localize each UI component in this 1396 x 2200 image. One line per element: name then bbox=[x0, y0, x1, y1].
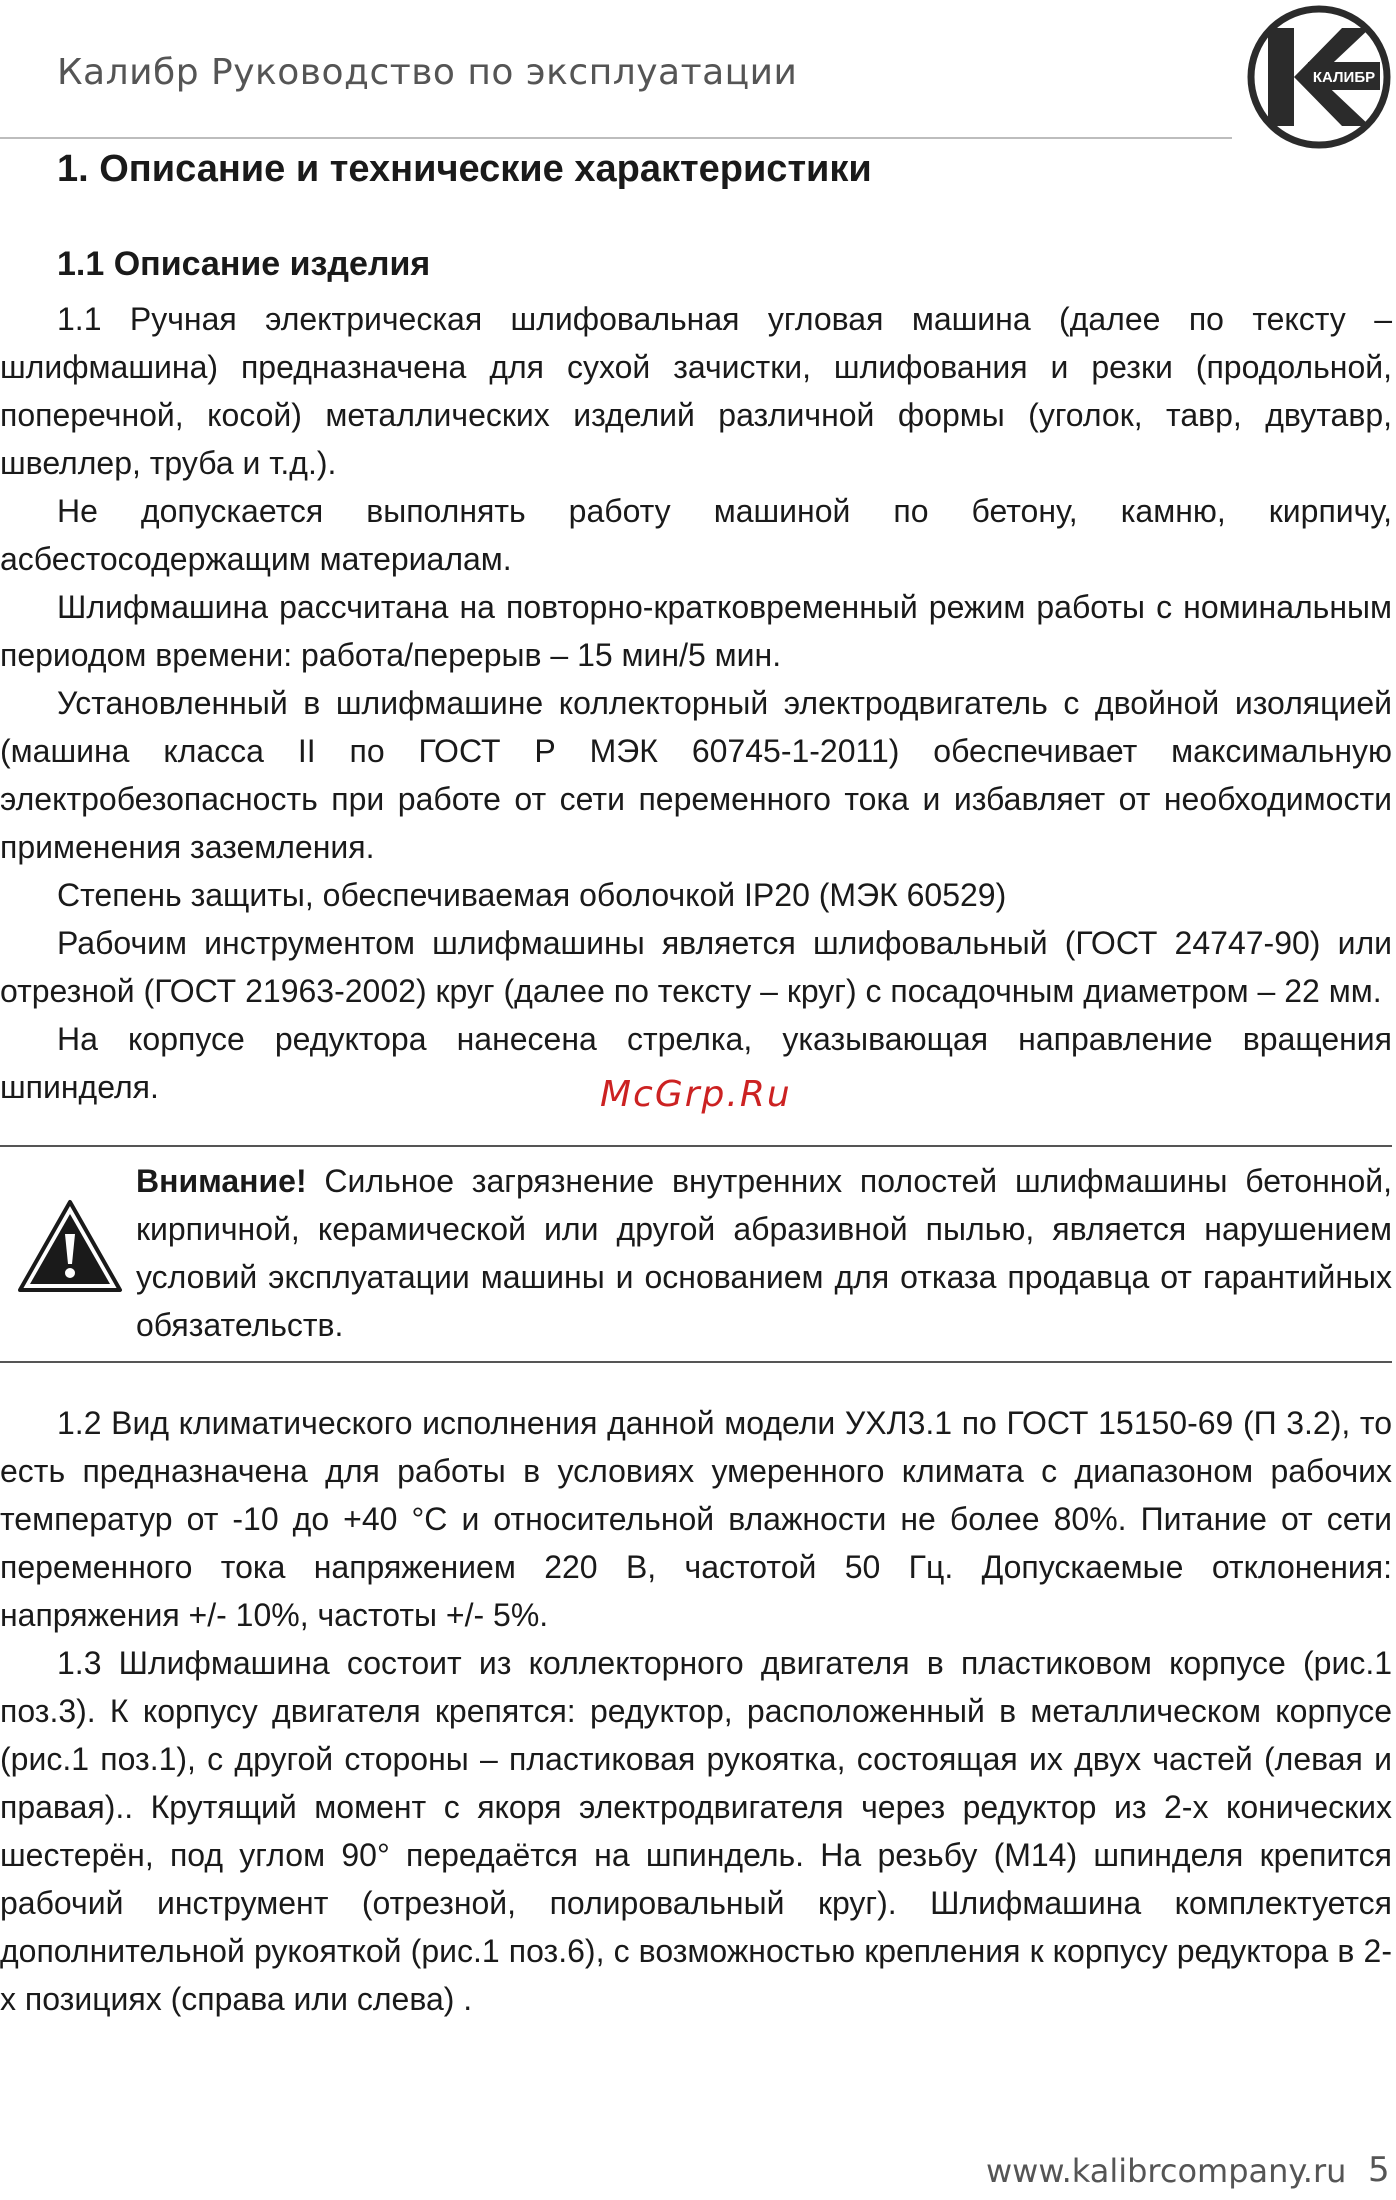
kalibr-logo-icon bbox=[1246, 4, 1392, 150]
paragraph: На корпусе редуктора нанесена стрелка, указывающая направление вращения шпинделя. bbox=[0, 1021, 1392, 1105]
watermark: McGrp.Ru bbox=[600, 1074, 792, 1115]
paragraph: Шлифмашина рассчитана на повторно-кратковременный режим работы с номинальным периодом времени: работа/перерыв – 15 мин/5 мин. bbox=[0, 589, 1392, 673]
paragraph: 1.1 Ручная электрическая шлифовальная угловая машина (далее по тексту – шлифмашина) предназначена для сухой зачистки, шлифования и резки (продольной, поперечной, косой) металлических изделий различной формы (уголок, тавр, двутавр, швеллер, труба и т.д.). bbox=[0, 301, 1392, 481]
warning-text: Сильное загрязнение внутренних полостей шлифмашины бетонной, кирпичной, керамической или другой абразивной пылью, является нарушением условий эксплуатации машины и основанием для отказа продавца от гарантийных обязательств. bbox=[136, 1163, 1392, 1343]
paragraph: Рабочим инструментом шлифмашины является шлифовальный (ГОСТ 24747-90) или отрезной (ГОСТ 21963-2002) круг (далее по тексту – круг) с посадочным диаметром – 22 мм. bbox=[0, 925, 1392, 1009]
header-title: Калибр Руководство по эксплуатации bbox=[57, 52, 798, 93]
paragraph: Установленный в шлифмашине коллекторный электродвигатель с двойной изоляцией (машина класса II по ГОСТ Р МЭК 60745-1-2011) обеспечивает максимальную электробезопасность при работе от сети переменного тока и избавляет от необходимости применения заземления. bbox=[0, 685, 1392, 865]
page-number: 5 bbox=[1368, 2150, 1390, 2190]
warning-top-rule bbox=[0, 1145, 1392, 1147]
section-subtitle: 1.1 Описание изделия bbox=[57, 245, 431, 283]
warning-bottom-rule bbox=[0, 1361, 1392, 1363]
warning-icon bbox=[16, 1198, 124, 1294]
header-divider bbox=[0, 137, 1232, 139]
description-text-top bbox=[0, 295, 1392, 1111]
section-title: 1. Описание и технические характеристики bbox=[57, 148, 872, 190]
paragraph: Степень защиты, обеспечиваемая оболочкой IP20 (МЭК 60529) bbox=[57, 877, 1007, 913]
paragraph: 1.3 Шлифмашина состоит из коллекторного двигателя в пластиковом корпусе (рис.1 поз.3). К корпусу двигателя крепятся: редуктор, расположенный в металлическом корпусе (рис.1 поз.1), с другой стороны – пластиковая рукоятка, состоящая их двух частей (левая и правая).. Крутящий момент с якоря электродвигателя через редуктор из 2-х конических шестерён, под углом 90° передаётся на шпиндель. На резьбу (М14) шпинделя крепится рабочий инструмент (отрезной, полировальный круг). Шлифмашина комплектуется дополнительной рукояткой (рис.1 поз.6), с возможностью крепления к корпусу редуктора в 2-х позициях (справа или слева) . bbox=[0, 1645, 1392, 2017]
paragraph: Не допускается выполнять работу машиной по бетону, камню, кирпичу, асбестосодержащим материалам. bbox=[0, 493, 1392, 577]
footer-url[interactable]: www.kalibrcompany.ru bbox=[986, 2152, 1347, 2190]
paragraph: 1.2 Вид климатического исполнения данной модели УХЛ3.1 по ГОСТ 15150-69 (П 3.2), то есть предназначена для работы в условиях умеренного климата с диапазоном рабочих температур от -10 до +40 °С и относительной влажности не более 80%. Питание от сети переменного тока напряжением 220 В, частотой 50 Гц. Допускаемые отклонения: напряжения +/- 10%, частоты +/- 5%. bbox=[0, 1405, 1392, 1633]
description-text-bottom bbox=[0, 1399, 1392, 2023]
warning-box bbox=[136, 1157, 1392, 1349]
warning-label: Внимание! bbox=[136, 1163, 307, 1199]
logo-text: КАЛИБР bbox=[1312, 69, 1376, 86]
